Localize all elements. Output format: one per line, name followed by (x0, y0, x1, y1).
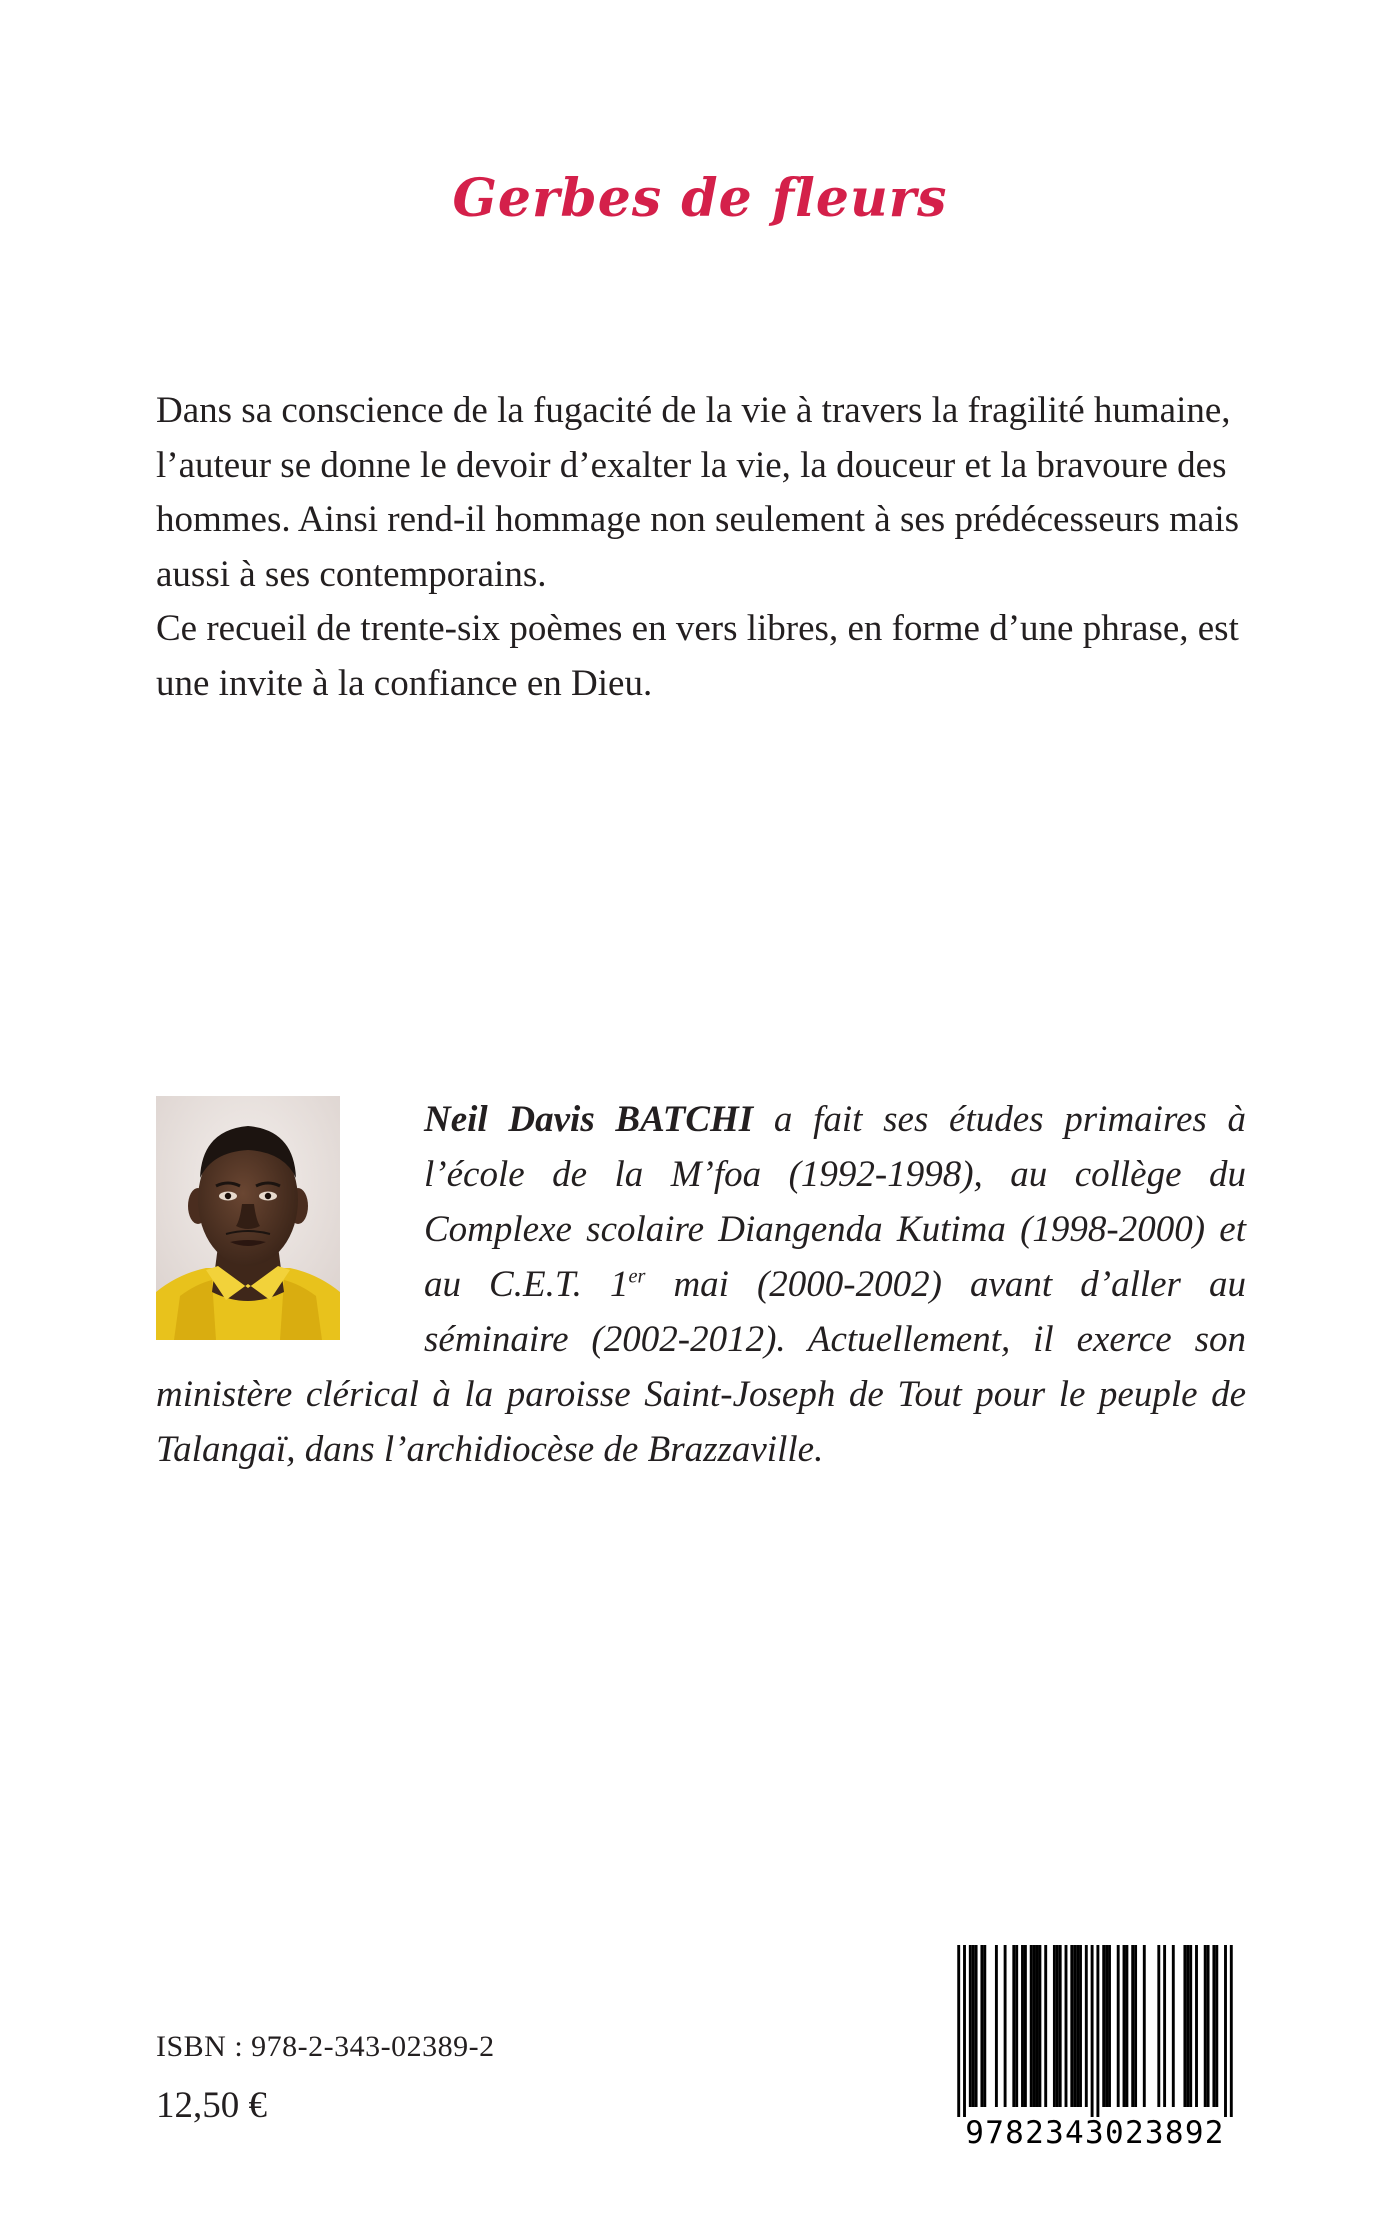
barcode-bar (1012, 1945, 1015, 2107)
barcode-bar (1036, 1945, 1039, 2107)
barcode-bars (945, 1945, 1245, 2117)
book-blurb (156, 384, 1246, 711)
barcode-bar (1212, 1945, 1215, 2107)
barcode-bar (1143, 1945, 1146, 2107)
barcode-bar (1195, 1945, 1198, 2107)
barcode-bar (1033, 1945, 1036, 2107)
barcode-bar (1117, 1945, 1120, 2107)
barcode-bar (1207, 1945, 1210, 2107)
barcode-bar (1065, 1945, 1068, 2107)
barcode-bar (1204, 1945, 1207, 2107)
barcode-bar (1224, 1945, 1227, 2117)
barcode-bar (995, 1945, 998, 2107)
barcode-bar (1079, 1945, 1082, 2107)
barcode-bar (1059, 1945, 1062, 2107)
barcode-bar (1076, 1945, 1079, 2107)
ordinal-suffix: er (628, 1265, 646, 1288)
barcode-bar (1189, 1945, 1192, 2107)
barcode-bar (1125, 1945, 1128, 2107)
barcode-bar (1230, 1945, 1233, 2117)
barcode-bar (1030, 1945, 1033, 2107)
barcode-bar (969, 1945, 972, 2107)
book-title: Gerbes de fleurs (452, 168, 948, 229)
barcode (945, 1945, 1245, 2175)
blurb-paragraph: Ce recueil de trente-six poèmes en vers libres, en forme d’une phrase, est une invite à la confiance en Dieu. (156, 608, 1239, 704)
author-name: Neil Davis BATCHI (424, 1099, 754, 1140)
barcode-bar (1021, 1945, 1024, 2107)
barcode-bar (1044, 1945, 1047, 2107)
isbn: ISBN : 978-2-343-02389-2 (156, 2030, 495, 2063)
barcode-bar (1105, 1945, 1108, 2107)
barcode-bar (1183, 1945, 1186, 2107)
barcode-bar (1096, 1945, 1099, 2117)
barcode-bar (1186, 1945, 1189, 2107)
barcode-bar (975, 1945, 978, 2107)
barcode-bar (1134, 1945, 1137, 2107)
author-bio-text: a fait ses études primaires à l’école de la M’foa (1992-1998), au collège du Complexe scolaire Diangenda Kutima (1998-2000) et au C.E.T. 1 (424, 1099, 1246, 1305)
author-bio (156, 1092, 1246, 1477)
barcode-bar (1131, 1945, 1134, 2107)
author-bio-text: mai (2000-2002) avant d’aller au séminaire (2002-2012). Actuellement, il exerce son ministère clérical à la paroisse Saint-Joseph de Tout pour le peuple de Talangaï, dans l’archidiocèse de Brazzaville. (156, 1264, 1246, 1470)
photo-spacer (156, 1092, 424, 1347)
barcode-bar (1215, 1945, 1218, 2107)
barcode-bar (1053, 1945, 1056, 2107)
barcode-bar (1123, 1945, 1126, 2107)
barcode-bar (963, 1945, 966, 2117)
barcode-bar (972, 1945, 975, 2107)
barcode-bar (1172, 1945, 1175, 2107)
barcode-bar (957, 1945, 960, 2117)
barcode-bar (1073, 1945, 1076, 2107)
barcode-bar (980, 1945, 983, 2107)
barcode-bar (1108, 1945, 1111, 2107)
barcode-bar (1085, 1945, 1088, 2107)
barcode-bar (1004, 1945, 1007, 2107)
barcode-bar (1102, 1945, 1105, 2107)
barcode-bar (1070, 1945, 1073, 2107)
price: 12,50 € (156, 2085, 267, 2126)
barcode-bar (983, 1945, 986, 2107)
barcode-bar (1157, 1945, 1160, 2107)
blurb-paragraph: Dans sa conscience de la fugacité de la vie à travers la fragilité humaine, l’auteur se donne le devoir d’exalter la vie, la douceur et la bravoure des hommes. Ainsi rend-il hommage non seulement à ses prédécesseurs mais aussi à ses contemporains. (156, 390, 1240, 595)
barcode-bar (1015, 1945, 1018, 2107)
barcode-bar (1163, 1945, 1166, 2107)
barcode-bar (1056, 1945, 1059, 2107)
barcode-digits: 9782343023892 (965, 2115, 1225, 2151)
barcode-bar (1024, 1945, 1027, 2107)
barcode-bar (1091, 1945, 1094, 2117)
barcode-bar (1038, 1945, 1041, 2107)
